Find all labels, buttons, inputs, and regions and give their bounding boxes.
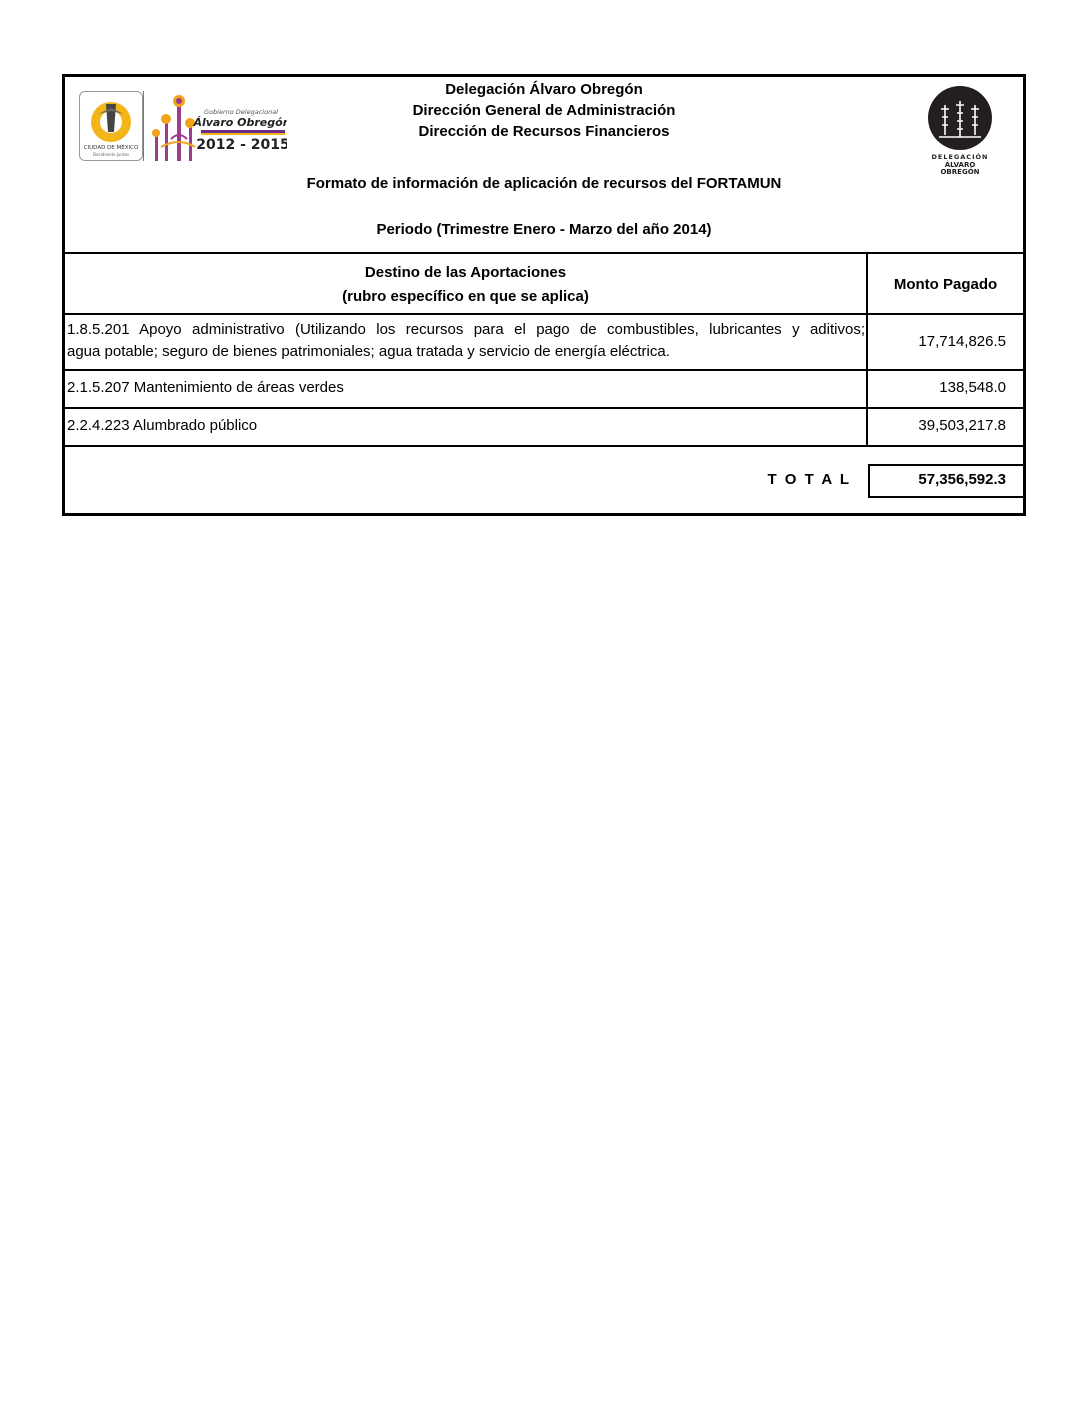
- period-title: Periodo (Trimestre Enero - Marzo del año 2014): [376, 221, 712, 238]
- cdmx-logo-text: CIUDAD DE MÉXICO: [83, 145, 139, 151]
- years-text: 2012 - 2015: [196, 137, 287, 153]
- obregon-text: OBREGÓN: [940, 168, 980, 176]
- monto-pagado-header: Monto Pagado: [893, 276, 998, 293]
- destino-subheader: (rubro específico en que se aplica): [342, 288, 589, 305]
- direccion-general-title: Dirección General de Administración: [412, 102, 676, 119]
- gobierno-delegacional-text: Gobierno Delegacional: [204, 108, 278, 116]
- alvaro-text: ÁLVARO: [944, 161, 976, 169]
- total-amount: 57,356,592.3: [918, 471, 1006, 488]
- row-divider: [65, 445, 1023, 447]
- total-label: T O T A L: [767, 471, 851, 488]
- row-amount: 39,503,217.8: [918, 417, 1006, 434]
- row-description-line: agua potable; seguro de bienes patrimoniales; agua tratada y servicio de energía eléctrica.: [67, 343, 670, 360]
- delegacion-text: DELEGACIÓN: [931, 153, 989, 161]
- row-description: 2.2.4.223 Alumbrado público: [67, 417, 258, 434]
- cdmx-logo-sub: Decidiendo Juntos: [92, 152, 130, 157]
- destino-header: Destino de las Aportaciones: [364, 264, 567, 281]
- row-description-line: 1.8.5.201 Apoyo administrativo (Utilizando los recursos para el pago de combustibles, lubricantes y aditivos;: [67, 321, 865, 338]
- row-amount: 17,714,826.5: [918, 333, 1006, 350]
- report-header: [65, 77, 1023, 253]
- fortamun-report-frame: [62, 74, 1026, 516]
- alvaro-obregon-text: Álvaro Obregón: [193, 116, 287, 129]
- row-description: 2.1.5.207 Mantenimiento de áreas verdes: [67, 379, 344, 396]
- format-title: Formato de información de aplicación de recursos del FORTAMUN: [306, 175, 782, 192]
- column-header-divider: [65, 313, 1023, 315]
- row-amount: 138,548.0: [939, 379, 1006, 396]
- header-divider: [65, 252, 1023, 254]
- row-divider: [65, 407, 1023, 409]
- delegacion-title: Delegación Álvaro Obregón: [445, 81, 643, 98]
- row-divider: [65, 369, 1023, 371]
- direccion-recursos-title: Dirección de Recursos Financieros: [418, 123, 670, 140]
